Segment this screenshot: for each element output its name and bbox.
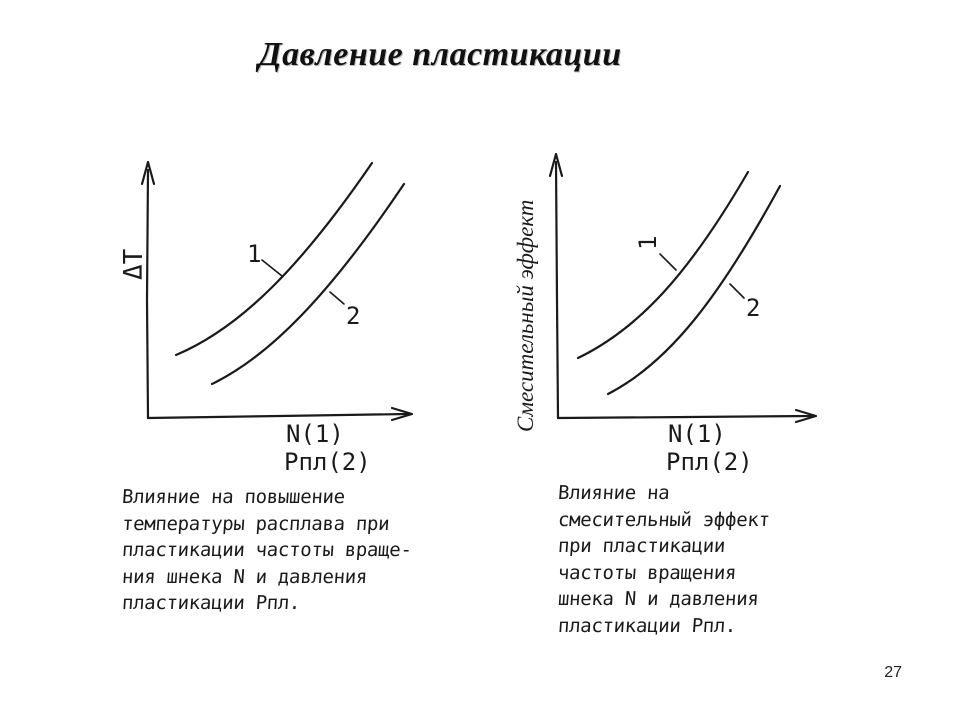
left-caption-line: Влияние на повышение	[121, 486, 346, 508]
right-curve-1-leader	[660, 254, 676, 270]
right-curve-1	[578, 172, 748, 358]
right-x-axis-label-1: N(1)	[668, 420, 726, 448]
right-x-axis	[558, 416, 812, 418]
right-curve-1-label: 1	[634, 235, 662, 250]
left-curve-2-label: 2	[346, 302, 361, 330]
page-number: 27	[884, 664, 902, 681]
left-curve-1-leader	[262, 260, 282, 276]
left-curve-2	[212, 184, 404, 384]
right-y-axis	[556, 162, 558, 418]
left-caption-line: ния шнека N и давления	[121, 565, 368, 588]
right-curve-2	[608, 186, 780, 394]
left-caption	[122, 484, 412, 617]
left-y-axis	[147, 170, 148, 418]
right-caption-line: смесительный эффект	[557, 508, 771, 531]
right-curve-2-label: 2	[746, 294, 761, 322]
left-x-axis-label-2: Pпл(2)	[284, 448, 371, 476]
right-caption-line: шнека N и давления	[557, 588, 760, 610]
left-y-axis-label: ΔT	[119, 248, 149, 280]
left-x-axis-label-1: N(1)	[286, 420, 344, 448]
left-caption-line: пластикации Pпл.	[121, 592, 302, 614]
left-curve-2-leader	[330, 292, 344, 304]
right-caption-line: пластикации Pпл.	[557, 614, 738, 637]
right-caption	[558, 480, 770, 639]
slide-title: Давление пластикации	[258, 36, 622, 73]
left-curve-1-label: 1	[247, 240, 262, 268]
right-caption-line: при пластикации	[557, 535, 726, 557]
left-curve-1	[176, 163, 372, 355]
left-caption-line: пластикации частоты враще-	[121, 539, 413, 561]
right-y-axis-label: Смесительный эффект	[513, 199, 538, 432]
right-caption-line: Влияние на	[557, 482, 671, 504]
right-diagram	[513, 154, 816, 476]
right-x-axis-label-2: Pпл(2)	[666, 448, 753, 476]
left-x-axis	[148, 414, 408, 418]
right-curve-2-leader	[730, 284, 744, 298]
left-caption-line: температуры расплава при	[121, 512, 391, 535]
left-diagram	[119, 162, 412, 476]
right-caption-line: частоты вращения	[557, 561, 738, 584]
